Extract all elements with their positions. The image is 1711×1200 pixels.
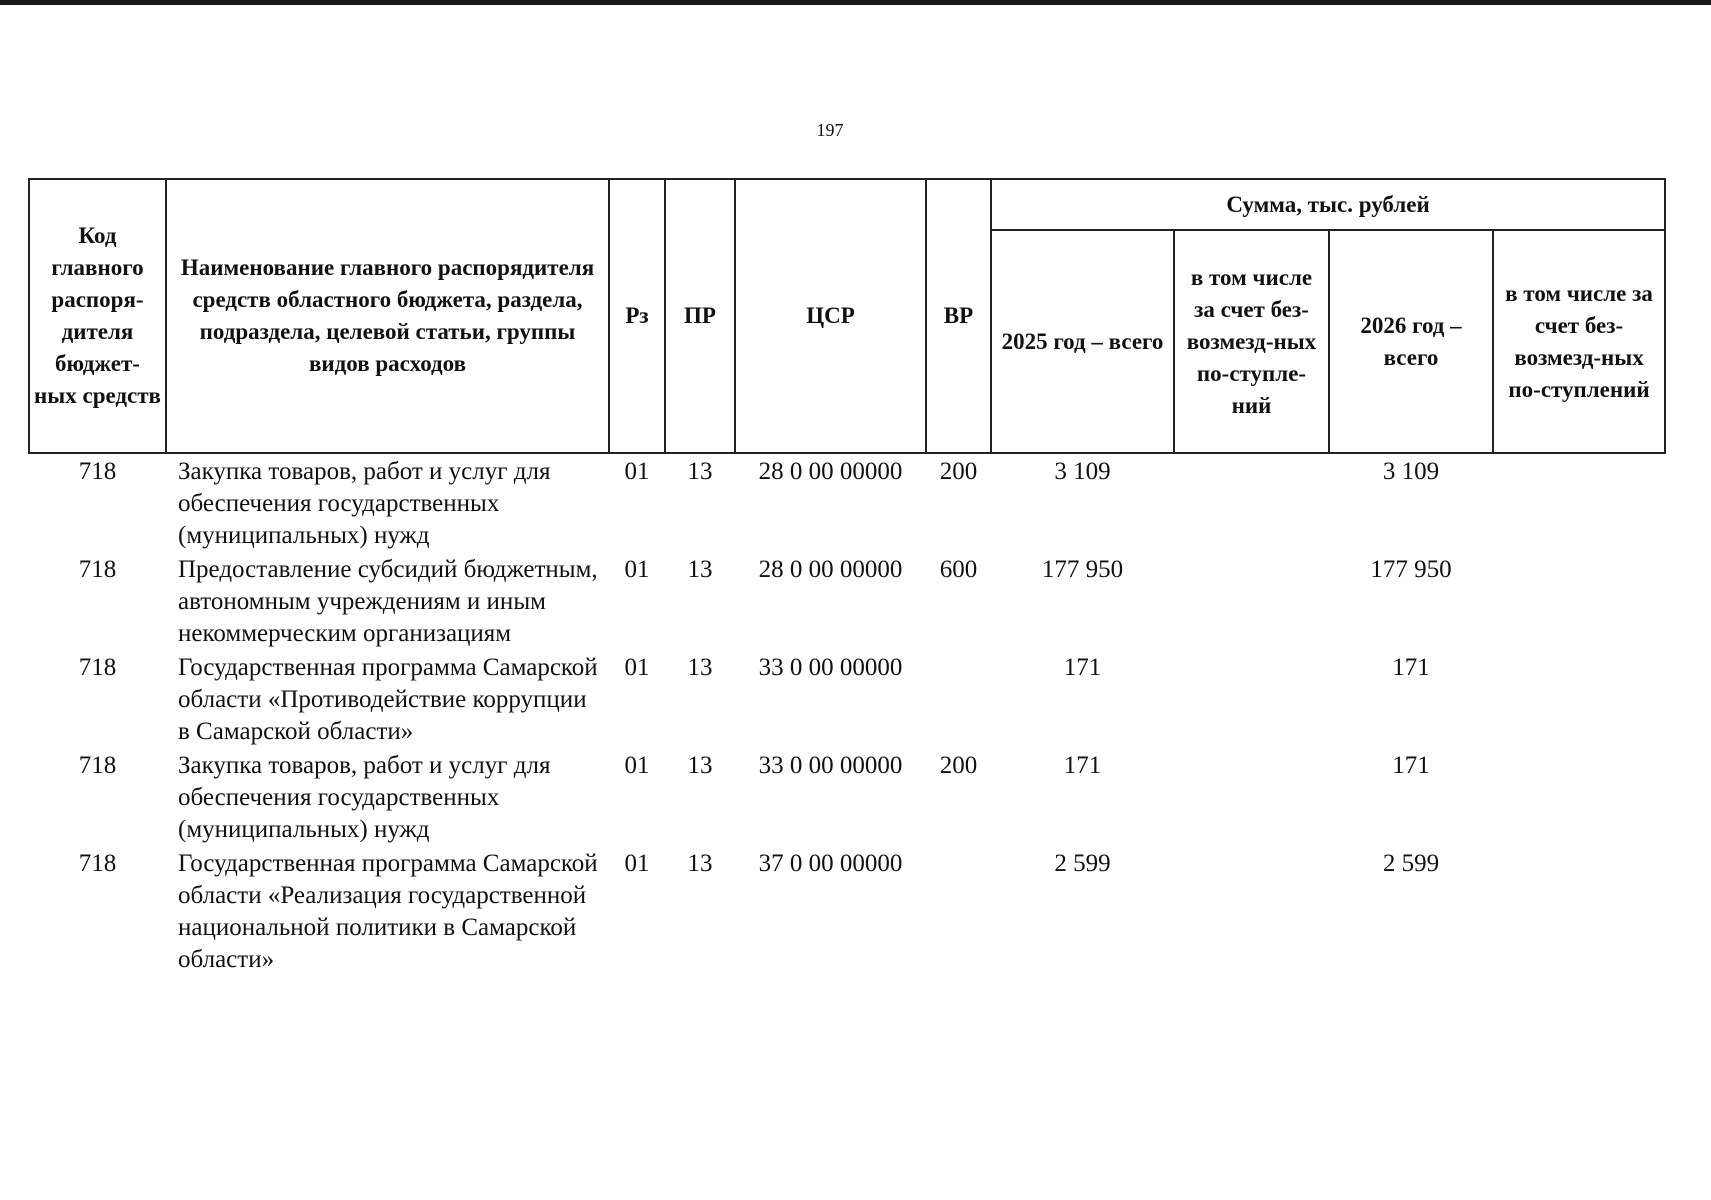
cell-2026-grants [1493,748,1665,846]
page-number: 197 [816,120,844,140]
cell-vr: 600 [939,556,978,583]
table-row [29,748,1665,846]
header-2026-total: 2026 год – всего [1329,230,1493,453]
cell-name: Государственная программа Самарской области «Противодействие коррупции в Самарской области» [178,654,598,745]
cell-2026-total: 171 [1392,752,1430,779]
cell-2025-grants [1174,552,1329,650]
cell-code: 718 [78,458,117,485]
cell-2026-total: 2 599 [1382,850,1440,877]
cell-vr [926,846,991,976]
cell-pr: 13 [687,458,713,485]
cell-csr: 37 0 00 00000 [758,850,903,877]
cell-2026-grants [1493,846,1665,976]
cell-name: Государственная программа Самарской области «Реализация государственной национальной политики в Самарской области» [178,850,598,973]
header-sum-group: Сумма, тыс. рублей [991,179,1665,230]
header-2025-total: 2025 год – всего [991,230,1174,453]
cell-2026-total: 171 [1392,654,1430,681]
cell-2025-grants [1174,650,1329,748]
table-row [29,650,1665,748]
top-rule [0,0,1711,5]
cell-vr: 200 [939,752,978,779]
header-vr: ВР [926,179,991,453]
cell-name: Предоставление субсидий бюджетным, автономным учреждениям и иным некоммерческим организациям [178,556,598,647]
table-row [29,552,1665,650]
cell-code: 718 [78,556,117,583]
header-pr: ПР [665,179,735,453]
cell-rz: 01 [624,752,650,779]
cell-2026-grants [1493,650,1665,748]
header-2025-grants: в том числе за счет без-возмезд-ных по-ступле-ний [1174,230,1329,453]
cell-2025-total: 171 [1063,752,1102,779]
cell-rz: 01 [624,654,650,681]
cell-rz: 01 [624,556,650,583]
cell-csr: 33 0 00 00000 [758,752,903,779]
cell-code: 718 [78,654,117,681]
cell-vr: 200 [939,458,978,485]
cell-csr: 28 0 00 00000 [758,458,903,485]
header-code: Код главного распоря-дителя бюджет-ных средств [29,179,166,453]
header-csr: ЦСР [735,179,926,453]
budget-table [28,178,1666,976]
cell-2025-total: 2 599 [1054,850,1111,877]
cell-name: Закупка товаров, работ и услуг для обеспечения государственных (муниципальных) нужд [178,752,551,843]
cell-2025-total: 171 [1063,654,1102,681]
cell-rz: 01 [624,458,650,485]
cell-2026-total: 3 109 [1382,458,1440,485]
cell-2025-grants [1174,846,1329,976]
cell-pr: 13 [687,752,713,779]
cell-pr: 13 [687,654,713,681]
cell-code: 718 [78,752,117,779]
cell-2025-grants [1174,453,1329,552]
cell-name: Закупка товаров, работ и услуг для обеспечения государственных (муниципальных) нужд [178,458,551,549]
cell-2026-grants [1493,453,1665,552]
cell-2025-total: 177 950 [1041,556,1124,583]
cell-2025-grants [1174,748,1329,846]
table-row [29,846,1665,976]
cell-2026-total: 177 950 [1370,556,1452,583]
cell-rz: 01 [624,850,650,877]
cell-2026-grants [1493,552,1665,650]
table-row [29,453,1665,552]
header-name: Наименование главного распорядителя средств областного бюджета, раздела, подраздела, целевой статьи, группы видов расходов [166,179,609,453]
cell-2025-total: 3 109 [1054,458,1111,485]
header-2026-grants: в том числе за счет без-возмезд-ных по-ступлений [1493,230,1665,453]
cell-code: 718 [78,850,117,877]
cell-csr: 33 0 00 00000 [758,654,903,681]
cell-vr [926,650,991,748]
cell-csr: 28 0 00 00000 [758,556,903,583]
cell-pr: 13 [687,556,713,583]
cell-pr: 13 [687,850,713,877]
header-rz: Рз [609,179,665,453]
